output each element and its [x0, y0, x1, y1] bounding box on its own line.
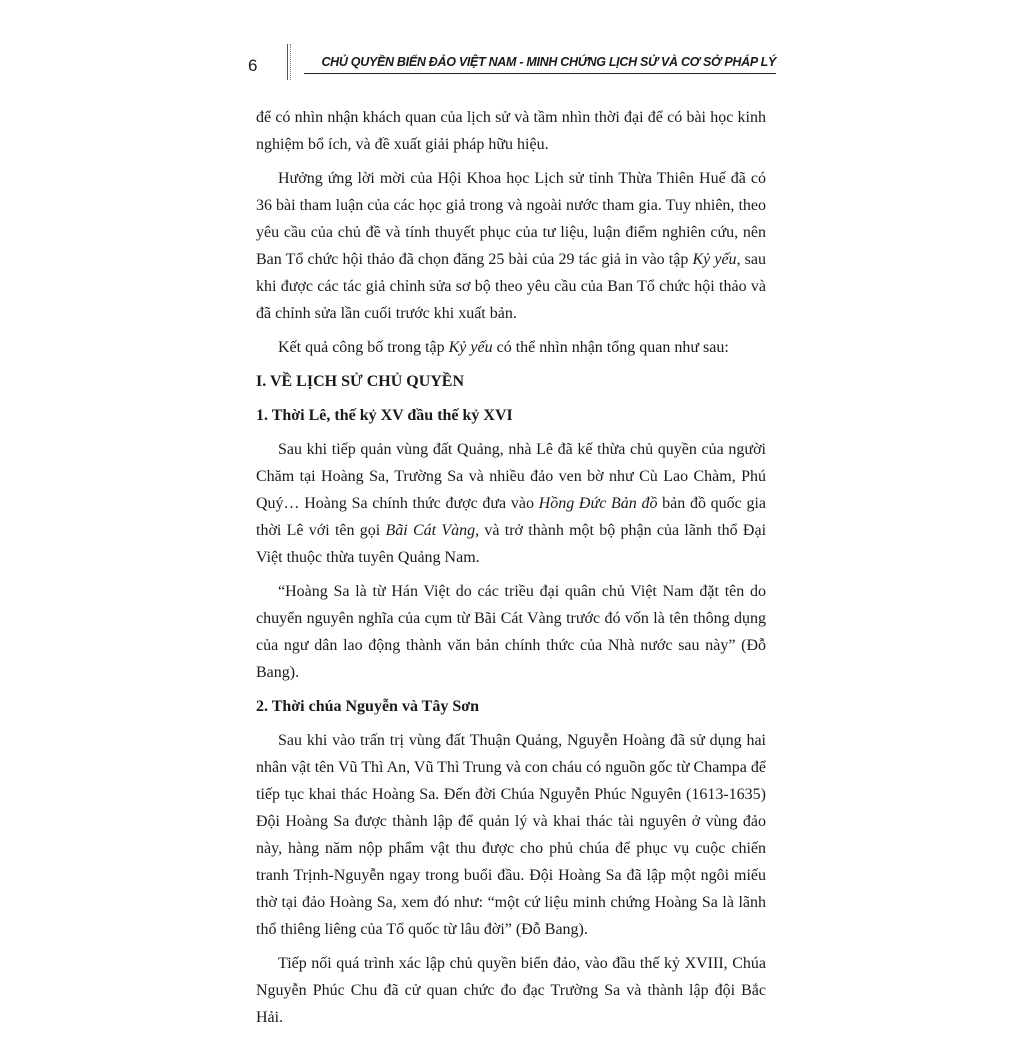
paragraph-4-italic-a: Hồng Đức Bản đồ: [538, 495, 658, 512]
section-heading-1: I. VỀ LỊCH SỬ CHỦ QUYỀN: [256, 373, 465, 390]
paragraph-7: Tiếp nối quá trình xác lập chủ quyền biển đảo, vào đầu thế kỷ XVIII, Chúa Nguyễn Phúc Chu đã cử quan chức đo đạc Trường Sa và thành lập đội Bắc Hải.: [256, 955, 766, 1026]
paragraph-3-text-b: có thể nhìn nhận tổng quan như sau:: [492, 339, 729, 356]
paragraph-3: [256, 334, 766, 361]
paragraph-1: để có nhìn nhận khách quan của lịch sử và tầm nhìn thời đại để có bài học kinh nghiệm bổ ích, và đề xuất giải pháp hữu hiệu.: [256, 109, 766, 153]
paragraph-4-text-c: , và trở thành một bộ phận của lãnh thổ Đại Việt thuộc thừa tuyên Quảng Nam.: [256, 522, 767, 566]
paragraph-2: [256, 165, 766, 327]
paragraph-4: [256, 436, 766, 571]
subsection-heading-1: 1. Thời Lê, thế kỷ XV đầu thế kỷ XVI: [256, 407, 513, 424]
running-title: CHỦ QUYỀN BIỂN ĐẢO VIỆT NAM - MINH CHỨNG LỊCH SỬ VÀ CƠ SỞ PHÁP LÝ: [321, 55, 776, 69]
paragraph-4-text-b: bản đồ quốc gia thời Lê với tên gọi: [256, 495, 767, 539]
paragraph-2-text-a: Hưởng ứng lời mời của Hội Khoa học Lịch sử tỉnh Thừa Thiên Huế đã có 36 bài tham luận của các học giả trong và ngoài nước tham gia. Tuy nhiên, theo yêu cầu của chủ đề và tính thuyết phục của tư liệu, luận điểm nghiên cứu, nên Ban Tổ chức hội thảo đã chọn đăng 25 bài của 29 tác giả in vào tập: [256, 170, 766, 268]
page-body: [256, 104, 766, 1038]
paragraph-4-text-a: Sau khi tiếp quản vùng đất Quảng, nhà Lê đã kế thừa chủ quyền của người Chăm tại Hoàng Sa, Trường Sa và nhiều đảo ven bờ như Cù Lao Chàm, Phú Quý… Hoàng Sa chính thức được đưa vào: [256, 441, 766, 512]
paragraph-5-quote: “Hoàng Sa là từ Hán Việt do các triều đại quân chủ Việt Nam đặt tên do chuyển nguyên nghĩa của cụm từ Bãi Cát Vàng trước đó vốn là tên thông dụng của ngư dân lao động thành văn bản chính thức của Nhà nước sau này” (Đỗ Bang).: [256, 583, 766, 681]
paragraph-2-text-b: , sau khi được các tác giả chỉnh sửa sơ bộ theo yêu cầu của Ban Tổ chức hội thảo và đã chỉnh sửa lần cuối trước khi xuất bản.: [256, 251, 767, 322]
subsection-heading-2: 2. Thời chúa Nguyễn và Tây Sơn: [256, 698, 479, 715]
paragraph-2-italic: Kỷ yếu: [692, 251, 737, 268]
header-rule: [304, 73, 776, 74]
paragraph-3-italic: Kỷ yếu: [448, 339, 493, 356]
paragraph-4-italic-b: Bãi Cát Vàng: [385, 522, 476, 539]
paragraph-3-text-a: Kết quả công bố trong tập: [278, 339, 449, 356]
header-divider: [287, 44, 291, 80]
page-number: 6: [248, 56, 258, 75]
paragraph-6: Sau khi vào trấn trị vùng đất Thuận Quảng, Nguyễn Hoàng đã sử dụng hai nhân vật tên Vũ Thì An, Vũ Thì Trung và con cháu có nguồn gốc từ Champa để tiếp tục khai thác Hoàng Sa. Đến đời Chúa Nguyễn Phúc Nguyên (1613-1635) Đội Hoàng Sa được thành lập để quản lý và khai thác tài nguyên ở vùng đảo này, hàng năm nộp phẩm vật thu được cho phủ chúa để phục vụ cuộc chiến tranh Trịnh-Nguyễn ngay trong buổi đầu. Đội Hoàng Sa đã lập một ngôi miếu thờ tại đảo Hoàng Sa, xem đó như: “một cứ liệu minh chứng Hoàng Sa là lãnh thổ thiêng liêng của Tổ quốc từ lâu đời” (Đỗ Bang).: [256, 732, 766, 938]
